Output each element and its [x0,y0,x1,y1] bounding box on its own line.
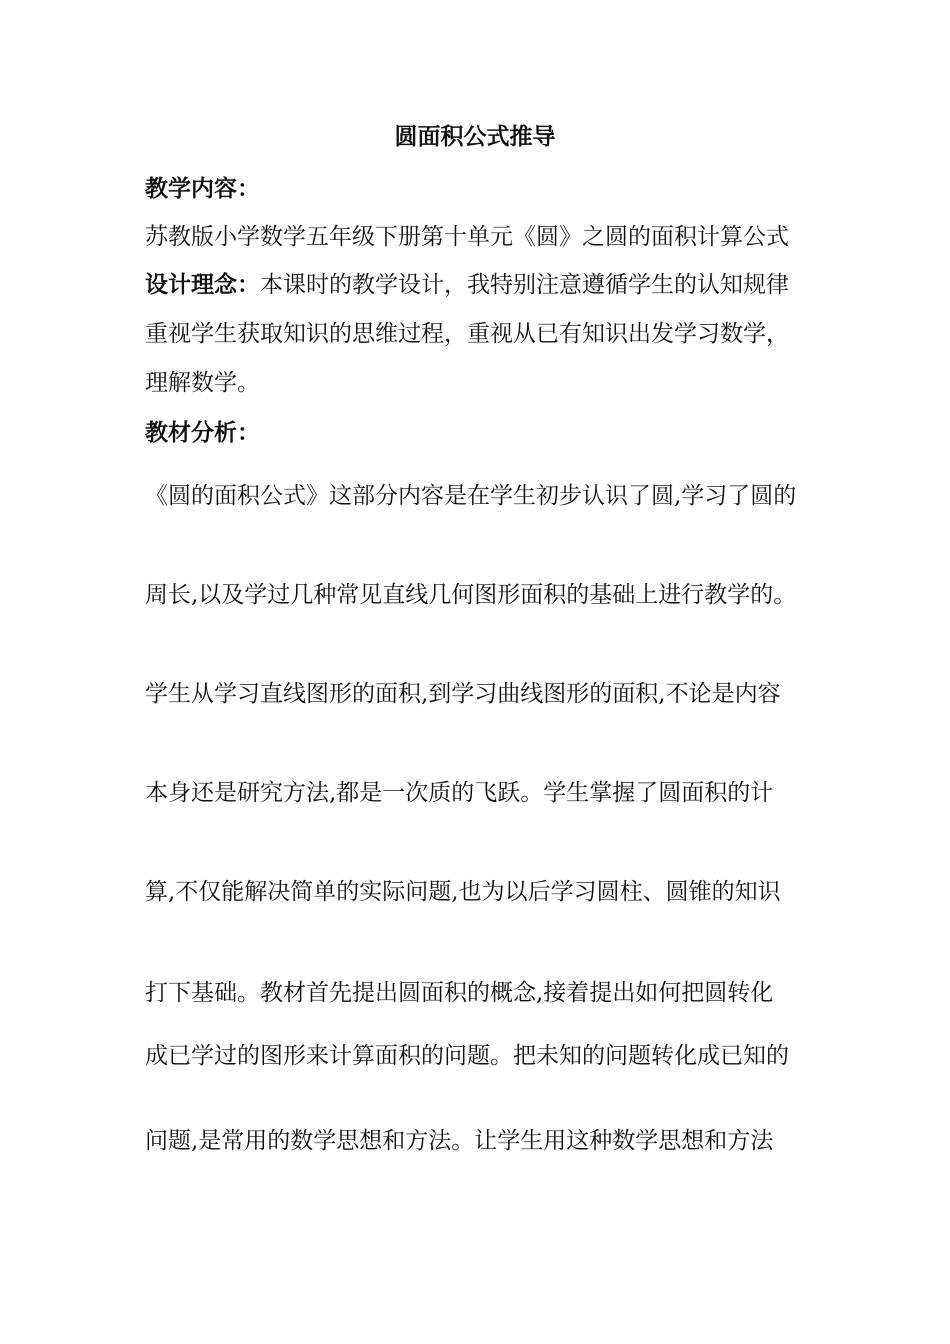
material-analysis-line: 《圆的面积公式》这部分内容是在学生初步认识了圆,学习了圆的 [145,483,797,509]
design-concept-line-1 [145,270,789,300]
material-analysis-line: 打下基础。教材首先提出圆面积的概念,接着提出如何把圆转化 [145,980,774,1006]
material-analysis-line: 周长,以及学过几种常见直线几何图形面积的基础上进行教学的。 [145,582,797,608]
teaching-content-heading: 教学内容： [145,175,260,202]
design-concept-line-2: 重视学生获取知识的思维过程，重视从已有知识出发学习数学， [145,321,789,347]
document-title: 圆面积公式推导 [394,123,556,150]
material-analysis-line: 本身还是研究方法,都是一次质的飞跃。学生掌握了圆面积的计 [145,780,774,806]
material-analysis-heading: 教材分析： [145,419,260,446]
design-concept-text: 本课时的教学设计，我特别注意遵循学生的认知规律 [260,272,789,298]
material-analysis-line: 问题,是常用的数学思想和方法。让学生用这种数学思想和方法 [145,1128,774,1154]
design-concept-line-3: 理解数学。 [145,370,260,396]
teaching-content-text: 苏教版小学数学五年级下册第十单元《圆》之圆的面积计算公式 [145,224,789,250]
material-analysis-line: 成已学过的图形来计算面积的问题。把未知的问题转化成已知的 [145,1043,789,1069]
material-analysis-line: 算,不仅能解决简单的实际问题,也为以后学习圆柱、圆锥的知识 [145,879,781,905]
design-concept-heading: 设计理念： [145,271,260,298]
material-analysis-line: 学生从学习直线图形的面积,到学习曲线图形的面积,不论是内容 [145,681,781,707]
